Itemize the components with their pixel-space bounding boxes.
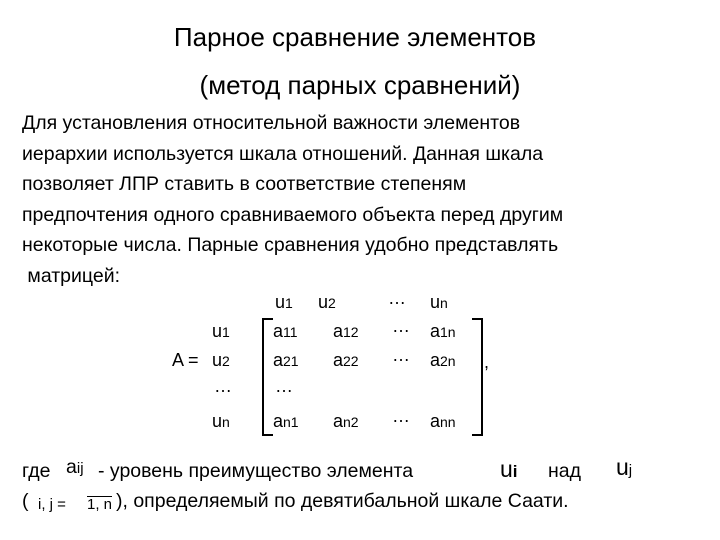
matrix-cell-a21: a21 <box>273 350 299 370</box>
matrix-cell-dots: … <box>392 345 410 365</box>
matrix-cell-a2n: a2n <box>430 350 456 370</box>
matrix-cell-ann: ann <box>430 411 456 431</box>
matrix-left-bracket <box>262 318 273 436</box>
description-paragraph <box>22 108 712 291</box>
footer-aij: aij <box>66 456 84 478</box>
matrix-lhs: A = <box>172 350 199 370</box>
matrix-right-bracket <box>472 318 483 436</box>
matrix-cell-dots: … <box>392 316 410 336</box>
title-line-1: Парное сравнение элементов <box>173 22 537 52</box>
footer-text-2: ), определяемый по девятибальной шкале Саати. <box>116 490 569 512</box>
matrix-trailing-comma: , <box>484 352 490 372</box>
matrix-cell-a22: a22 <box>333 350 359 370</box>
matrix-cell-an2: an2 <box>333 411 359 431</box>
paragraph-line: иерархии используется шкала отношений. Данная шкала <box>22 142 544 165</box>
footer-range-right: 1, n <box>87 496 113 513</box>
col-header-u2: u2 <box>318 292 336 312</box>
matrix-cell-a11: a11 <box>273 321 298 341</box>
footer-open-paren: ( <box>22 490 29 512</box>
col-header-u1: u1 <box>275 292 293 312</box>
paragraph-line: некоторые числа. Парные сравнения удобно представлять <box>22 234 559 256</box>
footer-text-1: - уровень преимущество элемента <box>98 460 414 482</box>
paragraph-line: Для установления относительной важности элементов <box>22 112 521 134</box>
matrix-cell-a12: a12 <box>333 321 359 341</box>
title-line-2: (метод парных сравнений) <box>199 70 521 100</box>
row-header-un: un <box>212 411 230 431</box>
row-header-dots: … <box>214 376 232 396</box>
paragraph-line: позволяет ЛПР ставить в соответствие степеням <box>22 173 467 195</box>
paragraph-line: матрицей: <box>22 264 121 287</box>
matrix-cell-a1n: a1n <box>430 321 456 341</box>
footer-range-left: i, j = <box>38 496 66 513</box>
matrix-cell-dots: … <box>392 406 410 426</box>
footer-where: где <box>22 460 51 482</box>
footer-uj: uj <box>616 454 633 480</box>
matrix-cell-an1: an1 <box>273 411 299 431</box>
col-header-un: un <box>430 292 448 312</box>
footer-ui: ui <box>500 456 518 482</box>
col-header-dots: … <box>388 288 406 308</box>
footer-over: над <box>548 460 581 482</box>
paragraph-line: предпочтения одного сравниваемого объекта перед другим <box>22 203 564 226</box>
row-header-u2: u2 <box>212 350 230 370</box>
row-header-u1: u1 <box>212 321 230 341</box>
matrix-cell-dots: … <box>275 376 293 396</box>
